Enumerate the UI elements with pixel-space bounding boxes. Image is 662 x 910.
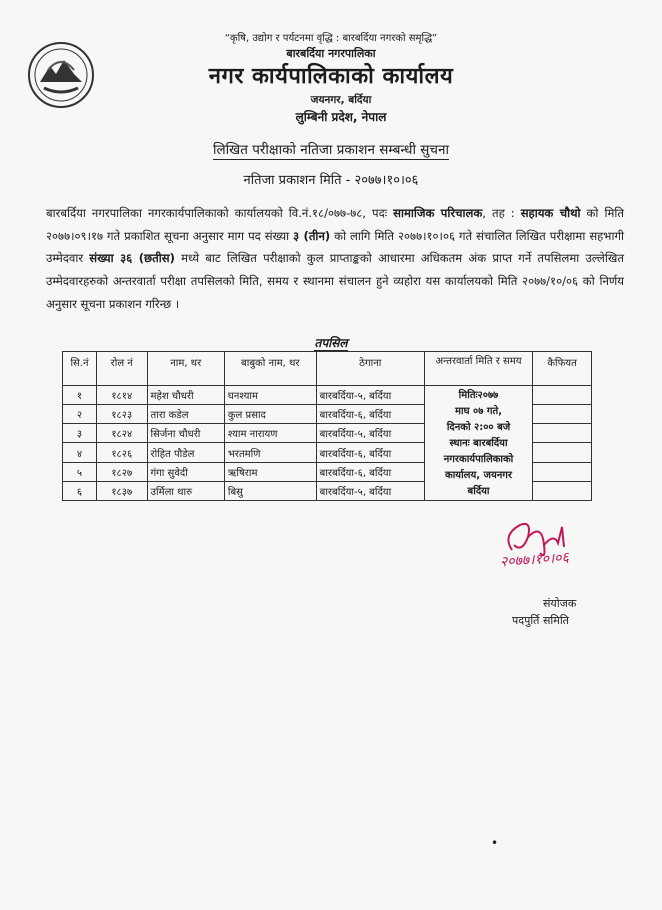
cell-name: रोहित पौडेल (147, 443, 224, 462)
cell-roll: १८२६ (97, 443, 148, 462)
cell-father: बिसु (224, 481, 316, 500)
header-sn: सि.नं (63, 352, 97, 386)
notice-subject (0, 140, 662, 158)
cell-roll: १८२७ (97, 462, 148, 481)
cell-sn: ३ (63, 424, 97, 443)
address-line1: जयनगर, बर्दिया (310, 94, 372, 106)
cell-interview-info (424, 386, 532, 501)
cell-address: बारबर्दिया-६, बर्दिया (316, 405, 424, 424)
cell-father: घनश्याम (224, 386, 316, 405)
header-interview: अन्तरवार्ता मिति र समय (424, 352, 532, 386)
cell-father: श्याम नारायण (224, 424, 316, 443)
body-part5: मध्ये बाट लिखित परीक्षाको कुल प्राप्ताङ्कको आधारमा अधिकतम अंक प्राप्त गर्ने तपसिलमा उल्लेखित उम्मेदवारहरुको अन्तरवार्ता परीक्षा तपसिलको मिति, समय र स्थानमा संचालन हुने व्यहोरा यस कार्यालयको मिति २०७७/१०/०६ को निर्णय अनुसार सूचना प्रकाशन गरिन्छ । (46, 251, 624, 311)
signature-date: २०७७।१०।०६ (499, 549, 570, 571)
cell-address: बारबर्दिया-५, बर्दिया (316, 386, 424, 405)
cell-father: कुल प्रसाद (224, 405, 316, 424)
municipality-name: बारबर्दिया नगरपालिका (286, 47, 376, 60)
cell-address: बारबर्दिया-६, बर्दिया (316, 462, 424, 481)
subject-text: लिखित परीक्षाको नतिजा प्रकाशन सम्बन्धी सुचना (213, 142, 449, 158)
publish-date: नतिजा प्रकाशन मिति - २०७७।१०।०६ (243, 173, 419, 188)
cell-remarks (533, 462, 592, 481)
interview-line: बर्दिया (467, 486, 490, 497)
ink-mark: • (491, 836, 499, 850)
header-roll: रोल नं (97, 352, 148, 386)
cell-sn: ५ (63, 462, 97, 481)
interview-line: माघ ०७ गते, (455, 406, 503, 417)
body-part3: को मिति २०७७।०९।१७ गते प्रकाशित सूचना अनुसार माग पद संख्या (46, 206, 624, 243)
cell-remarks (533, 386, 592, 405)
cell-address: बारबर्दिया-६, बर्दिया (316, 443, 424, 462)
cell-roll: १८१४ (97, 386, 148, 405)
motto: “कृषि, उद्योग र पर्यटनमा वृद्धि : बारबर्दिया नगरको समृद्धि” (224, 33, 438, 44)
results-table (62, 351, 592, 501)
cell-name: गंगा सुवेदी (147, 462, 224, 481)
table-header-row (63, 352, 592, 386)
post-name: सामाजिक परिचालक (393, 206, 483, 220)
header-father: बाबुको नाम, थर (224, 352, 316, 386)
cell-remarks (533, 481, 592, 500)
table-title-text: तपसिल (314, 336, 348, 350)
cell-sn: ४ (63, 443, 97, 462)
post-level: सहायक चौथो (520, 206, 581, 220)
cell-roll: १८२३ (97, 405, 148, 424)
cell-roll: १८२४ (97, 424, 148, 443)
cell-sn: १ (63, 386, 97, 405)
cell-name: सिर्जना चौधरी (147, 424, 224, 443)
table-row (63, 386, 592, 405)
cell-name: महेश चौधरी (147, 386, 224, 405)
header-remarks: कैफियत (533, 352, 592, 386)
office-title: नगर कार्यपालिकाको कार्यालय (208, 64, 454, 89)
cell-father: ऋषिराम (224, 462, 316, 481)
cell-remarks (533, 443, 592, 462)
committee-name: पदपुर्ति समिति (512, 614, 569, 627)
header-name: नाम, थर (147, 352, 224, 386)
interview-line: दिनको २:०० बजे (446, 422, 511, 433)
table-title (0, 334, 662, 351)
cell-name: उर्मिला थारु (147, 481, 224, 500)
convenor-title: संयोजक (543, 597, 577, 610)
participant-count: संख्या ३६ (छतीस) (89, 251, 175, 266)
cell-address: बारबर्दिया-५, बर्दिया (316, 424, 424, 443)
cell-sn: २ (63, 405, 97, 424)
interview-line: नगरकार्यपालिकाको (443, 454, 514, 465)
cell-roll: १८३७ (97, 481, 148, 500)
interview-line: स्थानः बारबर्दिया (449, 438, 508, 449)
demand-count: ३ (तीन) (293, 228, 331, 243)
notice-body (46, 202, 624, 316)
cell-remarks (533, 424, 592, 443)
body-part2: , तह : (482, 206, 521, 220)
interview-line: मितिः२०७७ (458, 390, 499, 401)
address-line2: लुम्बिनी प्रदेश, नेपाल (295, 110, 387, 124)
body-part1: बारबर्दिया नगरपालिका नगरकार्यपालिकाको कार्यालयको वि.नं.१८/०७७-७८, पदः (46, 206, 394, 220)
cell-father: भरतमणि (224, 443, 316, 462)
cell-sn: ६ (63, 481, 97, 500)
header-address: ठेगाना (316, 352, 424, 386)
cell-remarks (533, 405, 592, 424)
cell-address: बारबर्दिया-५, बर्दिया (316, 481, 424, 500)
cell-name: तारा कडेल (147, 405, 224, 424)
body-part4: को लागि मिति २०७७।१०।०६ गते संचालित लिखित परीक्षामा सहभागी उम्मेदवार (46, 228, 624, 266)
interview-line: कार्यालय, जयनगर (445, 470, 513, 481)
